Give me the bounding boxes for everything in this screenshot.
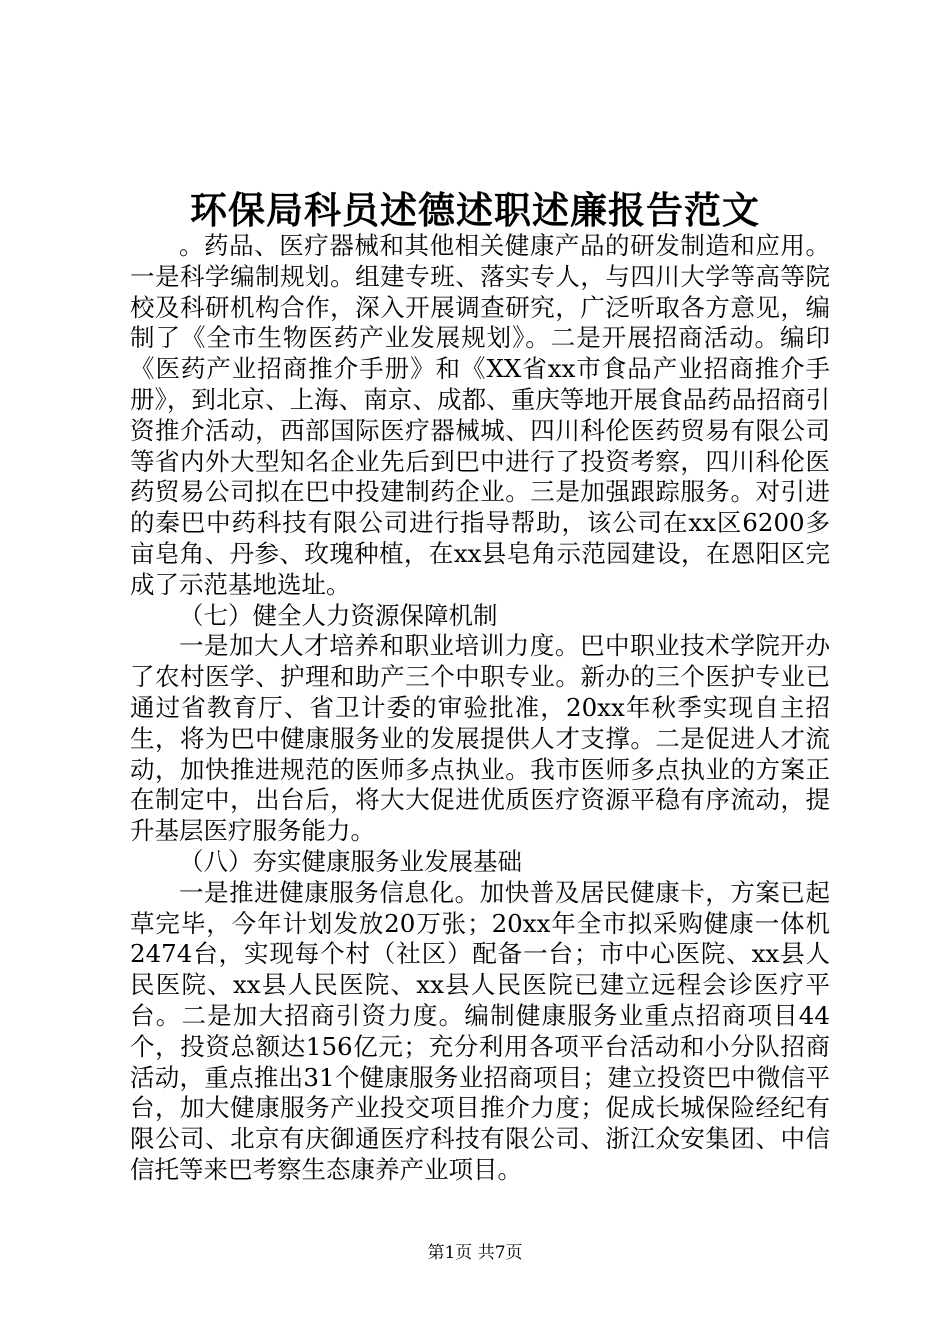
paragraph: 一是推进健康服务信息化。加快普及居民健康卡，方案已起草完毕，今年计划发放20万张；20xx年全市拟采购健康一体机2474台，实现每个村（社区）配备一台；市中心医院、xx县人民医院、xx县人民医院、xx县人民医院已建立远程会诊医疗平台。二是加大招商引资力度。编制健康服务业重点招商项目44个，投资总额达156亿元；充分利用各项平台活动和小分队招商活动，重点推出31个健康服务业招商项目；建立投资巴中微信平台，加大健康服务产业投交项目推介力度；促成长城保险经纪有限公司、北京有庆御通医疗科技有限公司、浙江众安集团、中信信托等来巴考察生态康养产业项目。 [130, 877, 830, 1184]
paragraph: 。药品、医疗器械和其他相关健康产品的研发制造和应用。一是科学编制规划。组建专班、落实专人，与四川大学等高等院校及科研机构合作，深入开展调查研究，广泛听取各方意见，编制了《全市生物医药产业发展规划》。二是开展招商活动。编印《医药产业招商推介手册》和《XX省xx市食品产业招商推介手册》，到北京、上海、南京、成都、重庆等地开展食品药品招商引资推介活动，西部国际医疗器械城、四川科伦医药贸易有限公司等省内外大型知名企业先后到巴中进行了投资考察，四川科伦医药贸易公司拟在巴中投建制药企业。三是加强跟踪服务。对引进的秦巴中药科技有限公司进行指导帮助，该公司在xx区6200多亩皂角、丹参、玫瑰种植，在xx县皂角示范园建设，在恩阳区完成了示范基地选址。 [130, 231, 830, 599]
document-title: 环保局科员述德述职述廉报告范文 [190, 188, 760, 232]
paragraph: 一是加大人才培养和职业培训力度。巴中职业技术学院开办了农村医学、护理和助产三个中职专业。新办的三个医护专业已通过省教育厅、省卫计委的审验批准，20xx年秋季实现自主招生，将为巴中健康服务业的发展提供人才支撑。二是促进人才流动，加快推进规范的医师多点执业。我市医师多点执业的方案正在制定中，出台后，将大大促进优质医疗资源平稳有序流动，提升基层医疗服务能力。 [130, 631, 830, 846]
section-heading: （八）夯实健康服务业发展基础 [179, 846, 522, 876]
section-heading: （七）健全人力资源保障机制 [179, 600, 498, 630]
page-number-footer: 第1页 共7页 [427, 1243, 523, 1263]
document-body [130, 231, 830, 1186]
